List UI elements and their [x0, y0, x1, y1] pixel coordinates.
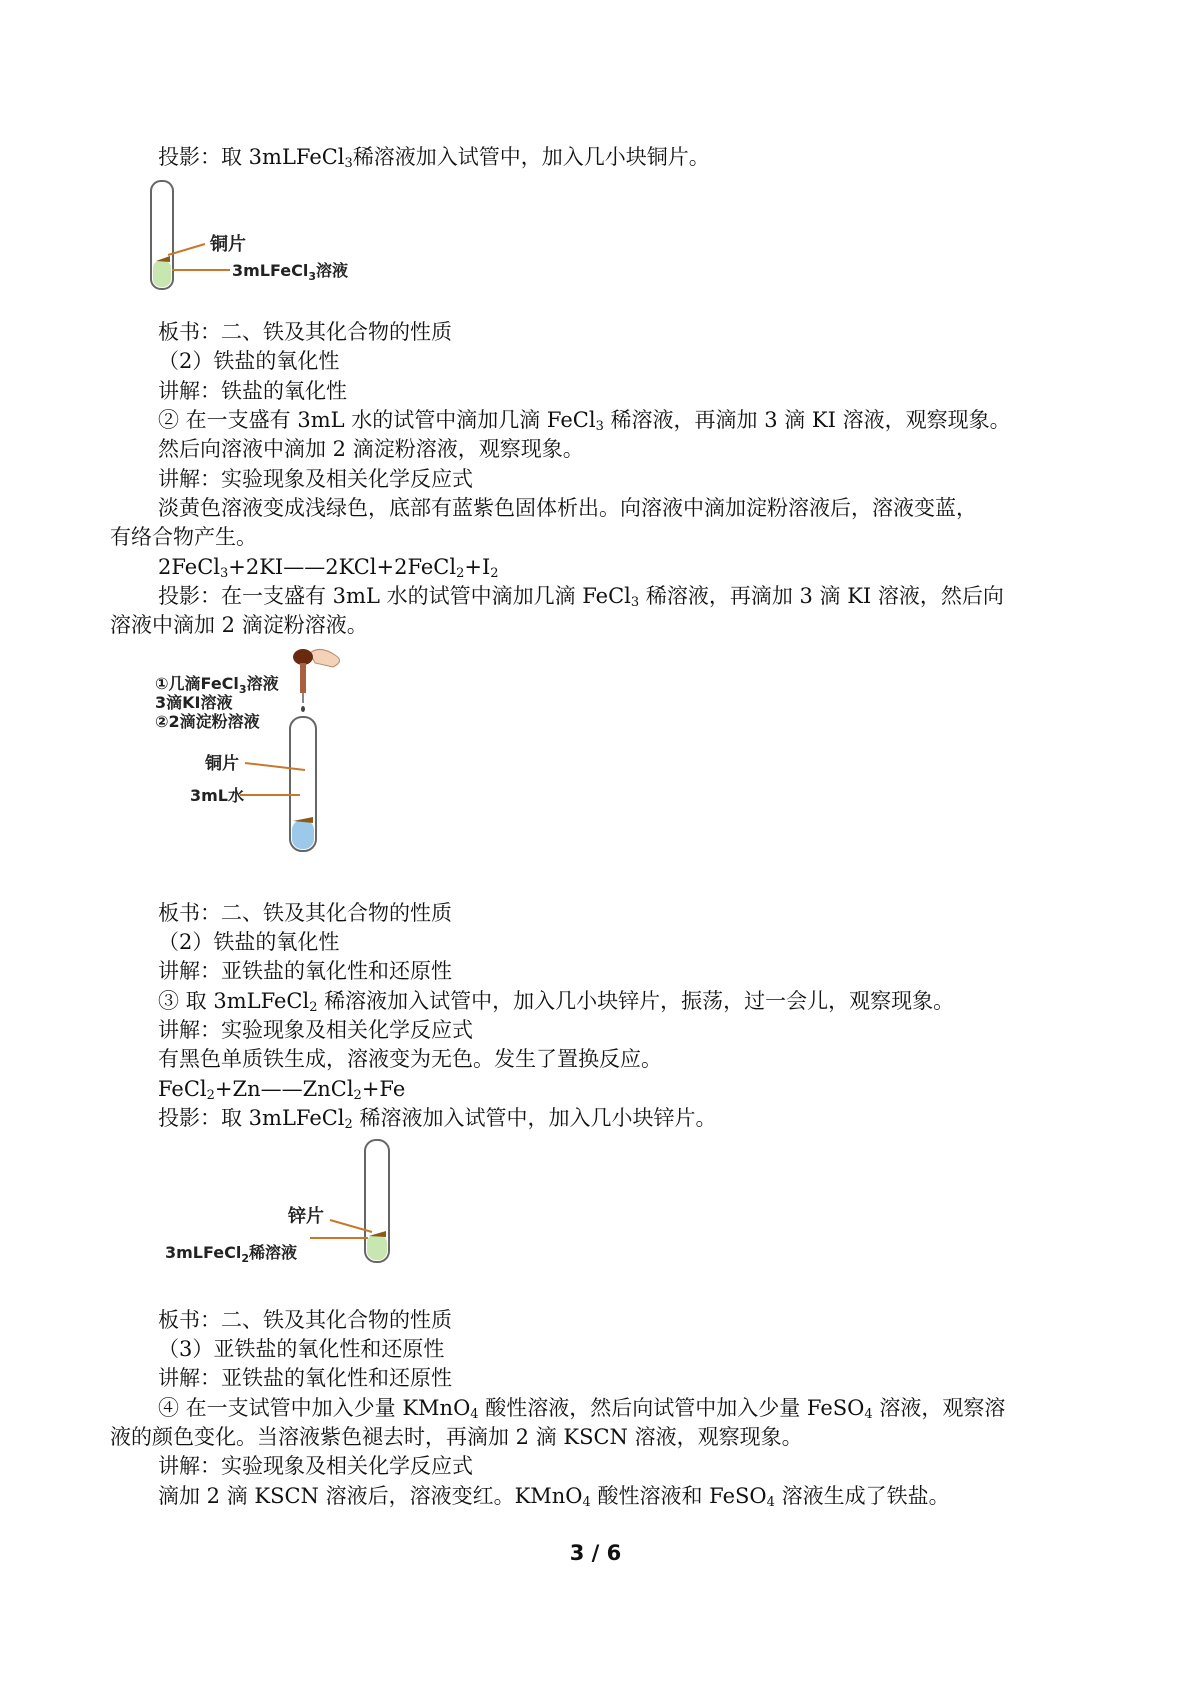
explanation-4: 讲解：实验现象及相关化学反应式 — [158, 1018, 473, 1042]
experiment-3-line: ③ 取 3mLFeCl$_2$ 稀溶液加入试管中，加入几小块锌片，振荡，过一会儿，观察现象。 — [158, 989, 955, 1015]
projection-line-2a: 投影：在一支盛有 3mL 水的试管中滴加几滴 FeCl$_3$ 稀溶液，再滴加 3 滴 KI 溶液，然后向 — [158, 584, 1004, 610]
projection-line-3: 投影：取 3mLFeCl$_2$ 稀溶液加入试管中，加入几小块锌片。 — [158, 1106, 717, 1132]
page-number: 3 / 6 — [569, 1541, 622, 1565]
test-tube-figure-zinc — [160, 1138, 400, 1268]
water-label: 3mL水 — [190, 786, 245, 805]
subsection-2-repeat: （2）铁盐的氧化性 — [158, 930, 340, 954]
experiment-4-line-b: 液的颜色变化。当溶液紫色褪去时，再滴加 2 滴 KSCN 溶液，观察现象。 — [110, 1425, 803, 1449]
experiment-4-line-a: ④ 在一支试管中加入少量 KMnO$_4$ 酸性溶液，然后向试管中加入少量 FeSO$_4$ 溶液，观察溶 — [158, 1396, 1006, 1422]
board-heading-1: 板书：二、铁及其化合物的性质 — [158, 320, 452, 344]
equation-2: FeCl$_2$+Zn——ZnCl$_2$+Fe — [158, 1077, 406, 1103]
solution-label: 3mLFeCl$_2$稀溶液 — [165, 1243, 298, 1265]
copper-label: 铜片 — [205, 754, 239, 774]
explanation-3: 讲解：亚铁盐的氧化性和还原性 — [158, 959, 452, 983]
board-heading-2: 板书：二、铁及其化合物的性质 — [158, 901, 452, 925]
explanation-2: 讲解：实验现象及相关化学反应式 — [158, 467, 473, 491]
projection-line-1: 投影：取 3mLFeCl$_3$稀溶液加入试管中，加入几小块铜片。 — [158, 145, 710, 171]
dropper-bulb — [293, 649, 313, 665]
solution-label: 3mLFeCl$_3$溶液 — [232, 261, 349, 283]
explanation-6: 讲解：实验现象及相关化学反应式 — [158, 1454, 473, 1478]
hand-icon — [310, 649, 340, 667]
water — [292, 820, 314, 849]
test-tube-figure-copper — [150, 178, 390, 296]
dropper-test-tube-figure — [155, 645, 380, 870]
reagent-label-3: ②2滴淀粉溶液 — [155, 712, 260, 731]
experiment-2-line-a: ② 在一支盛有 3mL 水的试管中滴加几滴 FeCl$_3$ 稀溶液，再滴加 3 滴 KI 溶液，观察现象。 — [158, 408, 1011, 434]
reagent-label-2: 3滴KI溶液 — [155, 693, 233, 712]
drop — [301, 706, 305, 712]
projection-line-2b: 溶液中滴加 2 滴淀粉溶液。 — [110, 613, 368, 637]
explanation-1: 讲解：铁盐的氧化性 — [158, 379, 347, 403]
green-solution — [367, 1234, 387, 1260]
observation-1-line-a: 淡黄色溶液变成浅绿色，底部有蓝紫色固体析出。向溶液中滴加淀粉溶液后，溶液变蓝， — [158, 496, 977, 520]
explanation-5: 讲解：亚铁盐的氧化性和还原性 — [158, 1366, 452, 1390]
observation-1-line-b: 有络合物产生。 — [110, 525, 257, 549]
zinc-label: 锌片 — [288, 1206, 324, 1227]
experiment-2-line-b: 然后向溶液中滴加 2 滴淀粉溶液，观察现象。 — [158, 437, 584, 461]
subsection-2: （2）铁盐的氧化性 — [158, 349, 340, 373]
copper-label: 铜片 — [210, 234, 246, 255]
board-heading-3: 板书：二、铁及其化合物的性质 — [158, 1308, 452, 1332]
reagent-label-1: ①几滴FeCl$_3$溶液 — [155, 674, 279, 696]
observation-3: 滴加 2 滴 KSCN 溶液后，溶液变红。KMnO$_4$ 酸性溶液和 FeSO$_4$ 溶液生成了铁盐。 — [158, 1484, 950, 1510]
green-solution — [153, 260, 171, 287]
observation-2: 有黑色单质铁生成，溶液变为无色。发生了置换反应。 — [158, 1047, 662, 1071]
subsection-3: （3）亚铁盐的氧化性和还原性 — [158, 1337, 445, 1361]
equation-1: $2FeCl_3+2KI——2KCl+2FeCl_2+I_2$ — [158, 555, 499, 581]
